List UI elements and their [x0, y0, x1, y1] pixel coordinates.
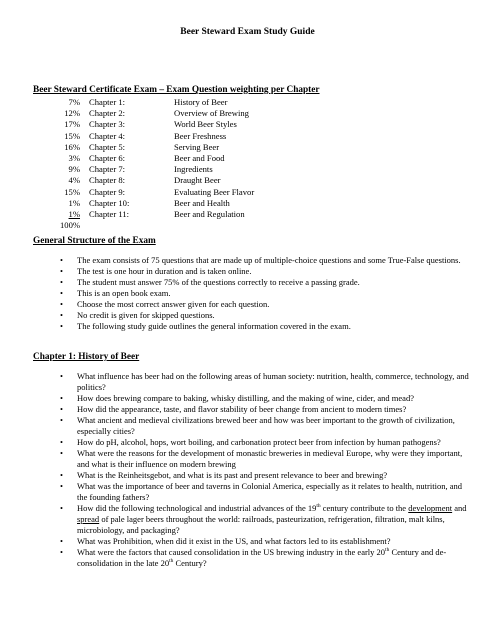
list-item: • No credit is given for skipped questions.	[60, 310, 215, 320]
weight-percent: 16%	[64, 141, 80, 152]
weight-percent: 1%	[68, 197, 80, 208]
weight-total: 100%	[60, 220, 81, 231]
bullet-icon: •	[60, 266, 63, 276]
weight-percent: 15%	[64, 130, 80, 141]
bullet-icon: •	[60, 481, 63, 491]
structure-heading: General Structure of the Exam	[33, 236, 156, 246]
weight-percent: 3%	[68, 152, 80, 163]
weight-percent: 4%	[68, 175, 80, 186]
weight-chapter: Chapter 4:	[89, 130, 126, 141]
bullet-icon: •	[60, 503, 63, 513]
list-item: • This is an open book exam.	[60, 288, 171, 298]
list-item: • What were the factors that caused consolidation in the US brewing industry in the early 20th Century and de-consolidation in the late 20th Century?	[60, 547, 447, 568]
bullet-icon: •	[60, 536, 63, 546]
weight-chapter: Chapter 2:	[89, 108, 126, 119]
weight-topic: Serving Beer	[174, 141, 220, 152]
weight-chapter: Chapter 6:	[89, 152, 126, 163]
bullet-icon: •	[60, 277, 63, 287]
bullet-icon: •	[60, 415, 63, 425]
list-item: • How did the appearance, taste, and flavor stability of beer change from ancient to modern times?	[60, 404, 407, 414]
weight-chapter: Chapter 10:	[89, 197, 130, 208]
weight-percent: 12%	[64, 108, 80, 119]
weight-chapter: Chapter 1:	[89, 97, 126, 107]
bullet-icon: •	[60, 310, 63, 320]
weight-chapter: Chapter 5:	[89, 141, 126, 152]
list-item: • How did the following technological and industrial advances of the 19th century contribute to the development and spread of pale lager beers throughout the world: railroads, pasteurization, refrigeration, filtration, malt kilns, microbiology, and packaging?	[60, 503, 467, 535]
weight-percent: 9%	[68, 164, 80, 175]
weight-topic: Beer Freshness	[174, 130, 227, 141]
chapter1-list	[60, 371, 470, 569]
list-item: • What was the importance of beer and taverns in Colonial America, especially as it relates to health, nutrition, and the founding fathers?	[60, 481, 462, 502]
weight-percent: 1%	[68, 208, 80, 219]
weight-topic: Ingredients	[174, 164, 213, 175]
bullet-icon: •	[60, 404, 63, 414]
list-item: • How do pH, alcohol, hops, wort boiling, and carbonation protect beer from infection by human pathogens?	[60, 437, 441, 447]
list-item: • The student must answer 75% of the questions correctly to receive a passing grade.	[60, 277, 360, 287]
bullet-icon: •	[60, 393, 63, 403]
bullet-icon: •	[60, 255, 63, 265]
list-item: • What influence has beer had on the following areas of human society: nutrition, health, commerce, technology, and politics?	[60, 371, 469, 392]
weight-topic: Beer and Health	[174, 197, 230, 208]
weight-topic: Beer and Regulation	[174, 208, 245, 219]
list-item: • What ancient and medieval civilizations brewed beer and how was beer important to the growth of civilization, especially cities?	[60, 415, 455, 436]
weight-topic: Draught Beer	[174, 175, 221, 186]
weight-chapter: Chapter 8:	[89, 175, 126, 186]
weight-chapter: Chapter 9:	[89, 186, 126, 197]
chapter1-heading: Chapter 1: History of Beer	[33, 352, 140, 362]
bullet-icon: •	[60, 448, 63, 458]
weight-topic: World Beer Styles	[174, 119, 237, 130]
weight-chapter: Chapter 11:	[89, 208, 130, 219]
list-item: • The exam consists of 75 questions that are made up of multiple-choice questions and some True-False questions.	[60, 255, 461, 265]
list-item: • What is the Reinheitsgebot, and what is its past and present relevance to beer and brewing?	[60, 470, 388, 480]
page-title: Beer Steward Exam Study Guide	[180, 27, 315, 37]
structure-list	[60, 255, 470, 332]
list-item: • Choose the most correct answer given for each question.	[60, 299, 270, 309]
bullet-icon: •	[60, 321, 63, 331]
bullet-icon: •	[60, 299, 63, 309]
bullet-icon: •	[60, 288, 63, 298]
list-item: • The following study guide outlines the general information covered in the exam.	[60, 321, 351, 331]
weight-topic: Beer and Food	[174, 152, 225, 163]
weight-chapter: Chapter 7:	[89, 164, 126, 175]
weight-topic: Evaluating Beer Flavor	[174, 186, 255, 197]
bullet-icon: •	[60, 437, 63, 447]
weight-percent: 15%	[64, 186, 80, 197]
list-item: • What were the reasons for the development of monastic breweries in medieval Europe, why were they important, and what is their influence on modern brewing	[60, 448, 463, 469]
bullet-icon: •	[60, 547, 63, 557]
bullet-icon: •	[60, 371, 63, 381]
weight-percent: 17%	[64, 119, 80, 130]
weight-topic: Overview of Brewing	[174, 108, 249, 119]
weight-topic: History of Beer	[174, 97, 228, 107]
bullet-icon: •	[60, 470, 63, 480]
weighting-heading: Beer Steward Certificate Exam – Exam Question weighting per Chapter	[33, 85, 320, 95]
list-item: • What was Prohibition, when did it exist in the US, and what factors led to its establishment?	[60, 536, 391, 546]
list-item: • How does brewing compare to baking, whisky distilling, and the making of wine, cider, and mead?	[60, 393, 414, 403]
weight-percent: 7%	[68, 97, 80, 107]
list-item: • The test is one hour in duration and is taken online.	[60, 266, 252, 276]
weight-chapter: Chapter 3:	[89, 119, 126, 130]
